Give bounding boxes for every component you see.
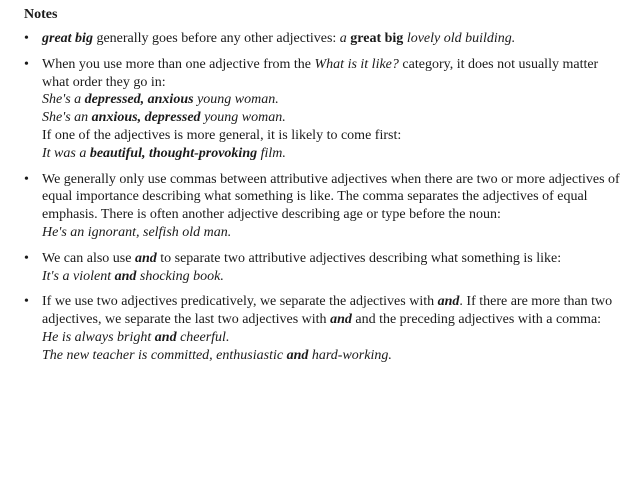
note-text: When you use more than one adjective from the What is it like? category, it does not usually matter what order they go in: xyxy=(42,56,599,90)
note-text: If we use two adjectives predicatively, we separate the adjectives with and. If there are more than two adjectives, we separate the last two adjectives with and and the preceding adjectives with a comma: xyxy=(42,294,613,328)
note-item xyxy=(24,293,627,364)
bullet-icon: • xyxy=(24,56,29,72)
notes-title: Notes xyxy=(24,7,58,22)
note-text: great big generally goes before any other adjectives: a great big lovely old building. xyxy=(42,31,516,46)
note-text: If one of the adjectives is more general, it is likely to come first: xyxy=(42,127,402,143)
example-sentence: She's an anxious, depressed young woman. xyxy=(42,110,286,126)
note-item xyxy=(24,56,627,163)
note-item xyxy=(24,30,627,48)
note-text: We generally only use commas between attributive adjectives when there are two or more adjectives of equal importance describing what something is like. The comma separates the adjectives of equal emphasis. There is often another adjective describing age or type before the noun: xyxy=(42,171,620,223)
example-sentence: She's a depressed, anxious young woman. xyxy=(42,92,279,108)
bullet-icon: • xyxy=(24,294,29,310)
note-text: We can also use and to separate two attributive adjectives describing what something is like: xyxy=(42,250,562,266)
example-sentence: He's an ignorant, selfish old man. xyxy=(42,224,232,240)
bullet-icon: • xyxy=(24,31,29,46)
note-item xyxy=(24,171,627,242)
bullet-icon: • xyxy=(24,171,29,187)
example-sentence: It's a violent and shocking book. xyxy=(42,268,224,284)
bullet-icon: • xyxy=(24,250,29,266)
example-sentence: It was a beautiful, thought-provoking film. xyxy=(42,145,286,161)
note-item xyxy=(24,250,627,286)
example-sentence: The new teacher is committed, enthusiastic and hard-working. xyxy=(42,347,392,363)
example-sentence: He is always bright and cheerful. xyxy=(42,329,230,345)
notes-list xyxy=(24,30,628,365)
